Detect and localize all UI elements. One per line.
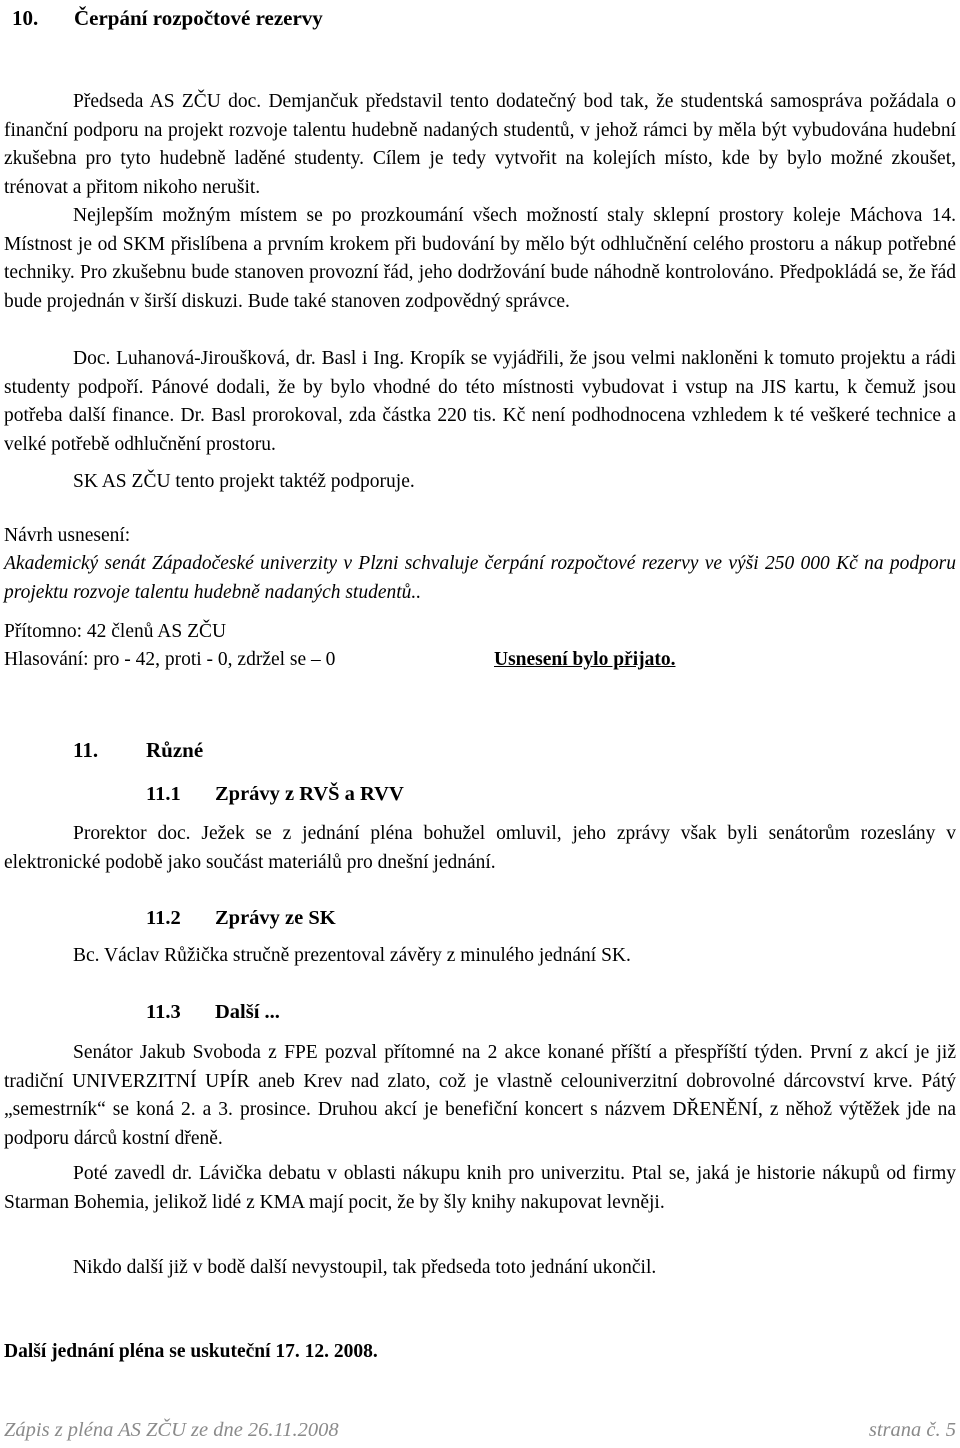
section-number: 11.	[73, 738, 99, 762]
attendance: Přítomno: 42 členů AS ZČU	[4, 621, 227, 642]
paragraph: Senátor Jakub Svoboda z FPE pozval přítomné na 2 akce konané příští a přespříští týden. První z akcí je již tradiční UNIVERZITNÍ UPÍR aneb Krev nad zlato, což je vlastně celouniverzitní dobrovolné dárcovství krve. Pátý „semestrník“ se koná 2. a 3. prosince. Druhou akcí je benefiční koncert s názvem DŘENĚNÍ, z něhož výtěžek jde na podporu dárců kostní dřeně.	[4, 1042, 956, 1149]
subsection-title: Zprávy z RVŠ a RVV	[215, 783, 404, 805]
section-number: 10.	[12, 6, 39, 30]
subsection-11-2-heading	[146, 904, 336, 933]
section-title: Různé	[146, 738, 204, 762]
section-title: Čerpání rozpočtové rezervy	[74, 6, 323, 30]
vote-line	[4, 646, 956, 675]
vote-result-counts: Hlasování: pro - 42, proti - 0, zdržel se – 0	[4, 649, 336, 670]
paragraph: Prorektor doc. Ježek se z jednání pléna bohužel omluvil, jeho zprávy však byli senátorům rozeslány v elektronické podobě jako součást materiálů pro dnešní jednání.	[4, 823, 956, 873]
paragraph: Bc. Václav Růžička stručně prezentoval závěry z minulého jednání SK.	[73, 945, 631, 966]
subsection-11-1-heading	[146, 780, 404, 809]
proposal-text: Akademický senát Západočeské univerzity v Plzni schvaluje čerpání rozpočtové rezervy ve výši 250 000 Kč na podporu projektu rozvoje talentu hudebně nadaných studentů..	[4, 553, 956, 603]
page-number: strana č. 5	[868, 1419, 956, 1441]
footer-title: Zápis z pléna AS ZČU ze dne 26.11.2008	[4, 1419, 339, 1441]
next-meeting-note: Další jednání pléna se uskuteční 17. 12. 2008.	[4, 1341, 378, 1362]
paragraph: Nejlepším možným místem se po prozkoumání všech možností staly sklepní prostory koleje Máchova 14. Místnost je od SKM přislíbena a prvním krokem při budování by mělo být odhlučnění celého prostoru a nákup potřebné techniky. Pro zkušebnu bude stanoven provozní řád, jeho dodržování bude náhodně kontrolováno. Předpokládá se, že řád bude projednán v širší diskuzi. Bude také stanoven zodpovědný správce.	[4, 205, 956, 312]
proposal-label: Návrh usnesení:	[4, 525, 131, 546]
page-footer	[4, 1416, 956, 1445]
subsection-title: Zprávy ze SK	[215, 907, 336, 929]
subsection-number: 11.1	[146, 783, 181, 805]
subsection-number: 11.2	[146, 907, 181, 929]
resolution-result: Usnesení bylo přijato.	[494, 649, 676, 670]
section-10-heading	[12, 4, 323, 33]
section-11-heading	[73, 736, 203, 765]
paragraph: Doc. Luhanová-Jiroušková, dr. Basl i Ing. Kropík se vyjádřili, že jsou velmi nakloněni k tomuto projektu a rádi studenty podpoří. Pánové dodali, že by bylo vhodné do této místnosti vybudovat i vstup na JIS kartu, k čemuž jsou potřeba další finance. Dr. Basl prorokoval, zda částka 220 tis. Kč není podhodnocena vzhledem k té veškeré technice a velké potřebě odhlučnění prostoru.	[4, 348, 956, 455]
subsection-11-3-heading	[146, 998, 280, 1027]
paragraph: SK AS ZČU tento projekt taktéž podporuje.	[73, 471, 415, 492]
paragraph: Předseda AS ZČU doc. Demjančuk představil tento dodatečný bod tak, že studentská samospráva požádala o finanční podporu na projekt rozvoje talentu hudebně nadaných studentů, v jehož rámci by měla být vybudována hudební zkušebna pro tyto hudebně laděné studenty. Cílem je tedy vytvořit na kolejích místo, kde by bylo možné zkoušet, trénovat a přitom nikoho nerušit.	[4, 91, 956, 198]
subsection-number: 11.3	[146, 1001, 181, 1023]
paragraph: Nikdo další již v bodě další nevystoupil, tak předseda toto jednání ukončil.	[73, 1257, 657, 1278]
paragraph: Poté zavedl dr. Lávička debatu v oblasti nákupu knih pro univerzitu. Ptal se, jaká je historie nákupů od firmy Starman Bohemia, jelikož lidé z KMA mají pocit, že by šly knihy nakupovat levněji.	[4, 1163, 956, 1213]
subsection-title: Další ...	[215, 1001, 280, 1023]
